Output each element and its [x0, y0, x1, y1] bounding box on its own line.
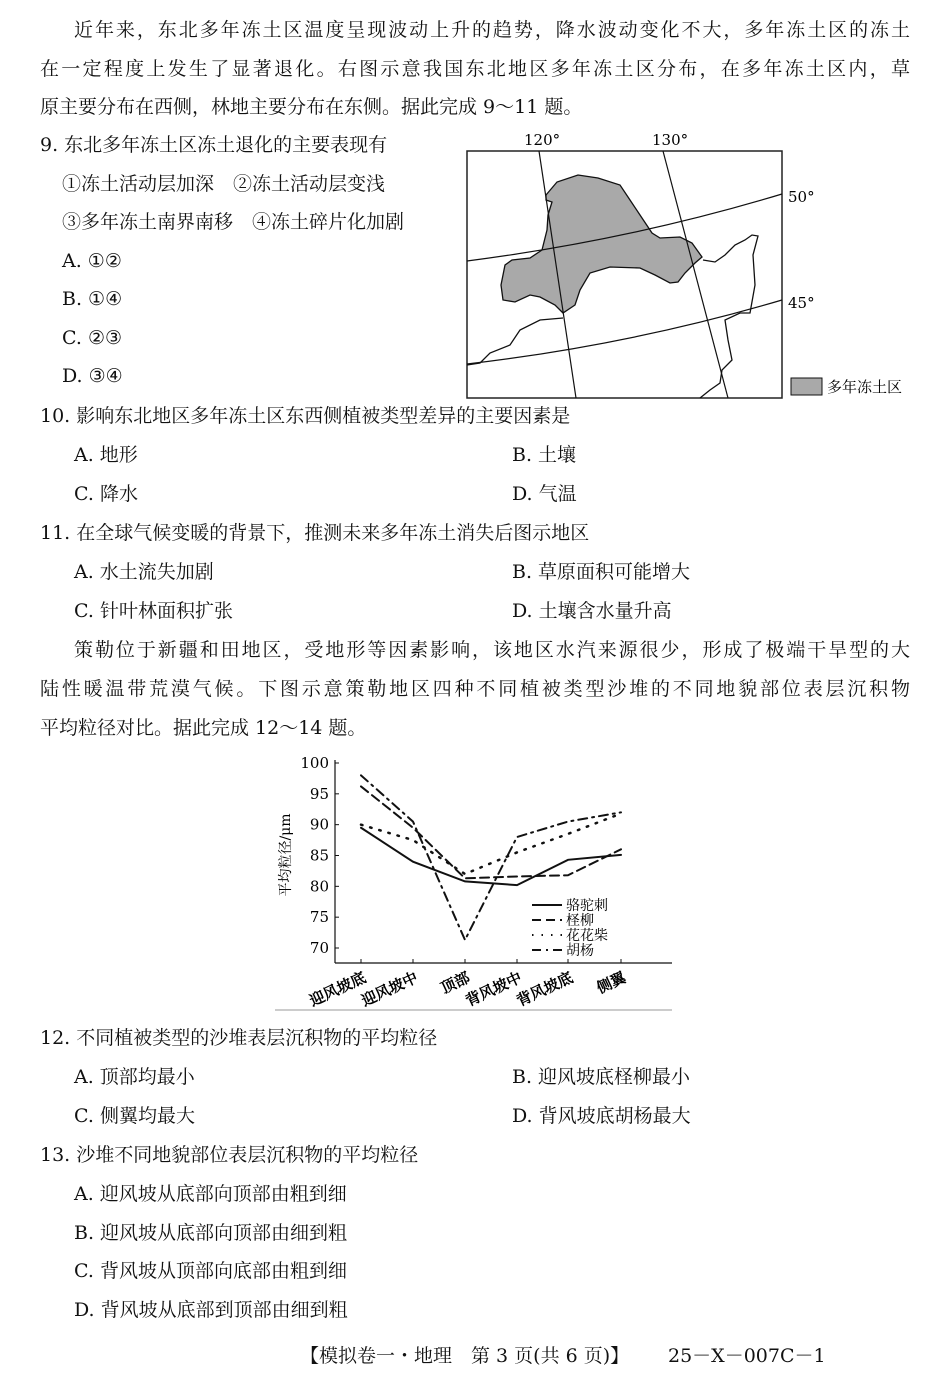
lon-label: 120° [524, 131, 561, 149]
series-line-花花柴 [361, 814, 621, 874]
x-tick-label: 迎风坡中 [358, 968, 421, 1010]
q10-option-d: D. 气温 [512, 483, 577, 505]
q9-option-c: C. ②③ [62, 327, 123, 349]
q13-option-a: A. 迎风坡从底部向顶部由粗到细 [74, 1183, 347, 1205]
legend-label: 骆驼刺 [566, 898, 608, 914]
q12-option-b: B. 迎风坡底柽柳最小 [512, 1066, 691, 1088]
q9-option-d: D. ③④ [62, 365, 123, 387]
q9-option-a: A. ①② [62, 250, 122, 272]
q9-stem: 9. 东北多年冻土区冻土退化的主要表现有 [40, 134, 388, 156]
q13-option-b: B. 迎风坡从底部向顶部由细到粗 [74, 1222, 348, 1244]
lat-label: 50° [788, 188, 815, 206]
y-tick-label: 70 [309, 939, 329, 957]
legend-label: 胡杨 [566, 943, 594, 959]
legend-label: 花花柴 [566, 928, 608, 944]
y-tick-label: 95 [309, 784, 329, 803]
q9-item: ①冻土活动层加深 ②冻土活动层变浅 [62, 173, 386, 195]
q10-option-a: A. 地形 [74, 444, 138, 466]
q12-option-c: C. 侧翼均最大 [74, 1105, 195, 1127]
footer-page-info: 【模拟卷一・地理 第 3 页(共 6 页)】 [300, 1345, 630, 1367]
legend-label: 柽柳 [566, 913, 594, 929]
footer-code: 25－X－007C－1 [668, 1345, 826, 1367]
q13-stem: 13. 沙堆不同地貌部位表层沉积物的平均粒径 [40, 1144, 419, 1166]
intro2-line: 平均粒径对比。据此完成 12～14 题。 [40, 717, 367, 739]
x-tick-label: 侧翼 [593, 968, 629, 998]
x-tick-label: 背风坡底 [513, 968, 576, 1010]
lon-label: 130° [652, 131, 689, 149]
x-tick-label: 顶部 [437, 968, 473, 998]
y-axis-label: 平均粒径/μm [278, 813, 294, 897]
y-tick-label: 90 [309, 815, 329, 834]
q9-item: ③多年冻土南界南移 ④冻土碎片化加剧 [62, 211, 405, 233]
permafrost-map [460, 125, 920, 405]
legend-swatch [791, 378, 822, 395]
y-tick-label: 80 [309, 877, 329, 896]
q11-stem: 11. 在全球气候变暖的背景下，推测未来多年冻土消失后图示地区 [40, 522, 590, 544]
lat-label: 45° [788, 294, 815, 312]
x-tick-label: 迎风坡底 [306, 968, 369, 1010]
legend-label: 多年冻土区 [827, 378, 903, 396]
q9-option-b: B. ①④ [62, 288, 123, 310]
intro2-line: 陆性暖温带荒漠气候。下图示意策勒地区四种不同植被类型沙堆的不同地貌部位表层沉积物 [40, 678, 910, 700]
grain-size-chart [270, 750, 680, 1015]
q10-stem: 10. 影响东北地区多年冻土区东西侧植被类型差异的主要因素是 [40, 405, 571, 427]
q12-option-d: D. 背风坡底胡杨最大 [512, 1105, 691, 1127]
q10-option-b: B. 土壤 [512, 444, 577, 466]
q13-option-c: C. 背风坡从顶部向底部由粗到细 [74, 1260, 347, 1282]
intro2-line: 策勒位于新疆和田地区，受地形等因素影响，该地区水汽来源很少，形成了极端干旱型的大 [74, 639, 910, 661]
y-tick-label: 100 [300, 754, 329, 772]
intro1-line: 近年来，东北多年冻土区温度呈现波动上升的趋势，降水波动变化不大，多年冻土区的冻土 [74, 19, 910, 41]
q11-option-c: C. 针叶林面积扩张 [74, 600, 233, 622]
q10-option-c: C. 降水 [74, 483, 138, 505]
intro1-line: 原主要分布在西侧，林地主要分布在东侧。据此完成 9～11 题。 [40, 96, 583, 118]
intro1-line: 在一定程度上发生了显著退化。右图示意我国东北地区多年冻土区分布，在多年冻土区内，草 [40, 58, 910, 80]
x-tick-label: 背风坡中 [462, 968, 525, 1010]
q12-option-a: A. 顶部均最小 [74, 1066, 195, 1088]
q11-option-b: B. 草原面积可能增大 [512, 561, 691, 583]
y-tick-label: 85 [309, 846, 329, 865]
q11-option-d: D. 土壤含水量升高 [512, 600, 672, 622]
q13-option-d: D. 背风坡从底部到顶部由细到粗 [74, 1299, 348, 1321]
q12-stem: 12. 不同植被类型的沙堆表层沉积物的平均粒径 [40, 1027, 438, 1049]
q11-option-a: A. 水土流失加剧 [74, 561, 214, 583]
y-tick-label: 75 [309, 908, 329, 927]
